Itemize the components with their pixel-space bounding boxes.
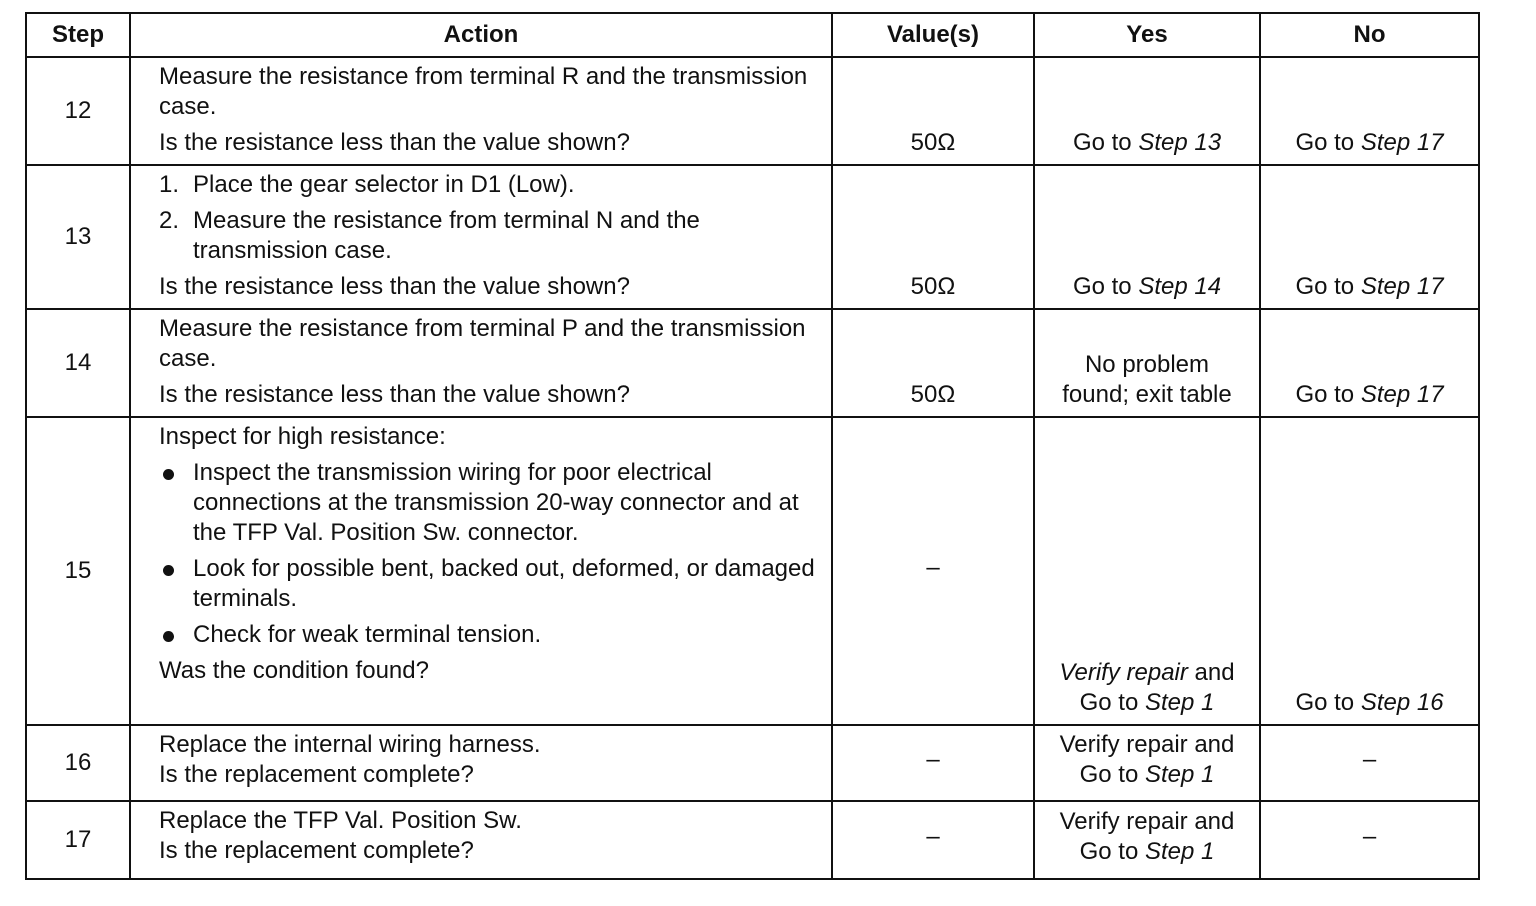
action-question: Is the resistance less than the value shown? <box>159 273 630 300</box>
action-cell <box>130 57 832 165</box>
action-cell <box>130 417 832 725</box>
step-number: 17 <box>26 801 130 879</box>
no-prefix: Go to <box>1295 129 1361 156</box>
bullet-item <box>159 458 821 548</box>
action-question: Is the resistance less than the value shown? <box>159 381 630 408</box>
yes-prefix: Go to <box>1072 273 1139 300</box>
table-row <box>26 309 1479 417</box>
header-values: Value(s) <box>832 13 1034 57</box>
header-step: Step <box>26 13 130 57</box>
action-text: Measure the resistance from terminal R and the transmission case. <box>159 63 808 120</box>
no-cell <box>1260 57 1479 165</box>
table-row <box>26 801 1479 879</box>
no-step-link: Step 16 <box>1360 689 1444 716</box>
item-marker: 2. <box>159 207 180 234</box>
yes-step-link: Step 1 <box>1144 761 1215 788</box>
action-text: Replace the internal wiring harness. <box>159 731 541 758</box>
yes-cell <box>1034 165 1260 309</box>
no-step-link: Step 17 <box>1360 129 1444 156</box>
header-yes: Yes <box>1034 13 1260 57</box>
item-text: Measure the resistance from terminal N and the transmission case. <box>193 207 700 264</box>
yes-prefix: Go to <box>1072 129 1139 156</box>
bullet-item <box>159 554 821 614</box>
bullet-icon <box>163 631 174 642</box>
value-cell: 50Ω <box>832 57 1034 165</box>
action-question: Was the condition found? <box>159 657 429 684</box>
yes-and: and <box>1187 659 1235 686</box>
bullet-text: Look for possible bent, backed out, deformed, or damaged terminals. <box>193 555 815 612</box>
step-number: 16 <box>26 725 130 801</box>
yes-step-link: Step 14 <box>1138 273 1222 300</box>
yes-verify: Verify repair and <box>1059 731 1235 758</box>
header-row <box>26 13 1479 57</box>
bullet-text: Inspect the transmission wiring for poor electrical connections at the transmission 20-way connector and at the TFP Val. Position Sw. connector. <box>193 459 799 546</box>
yes-cell <box>1034 57 1260 165</box>
yes-prefix: Go to <box>1079 838 1145 865</box>
action-cell <box>130 725 832 801</box>
table-row <box>26 165 1479 309</box>
value-cell: – <box>832 801 1034 879</box>
yes-step-link: Step 13 <box>1138 129 1222 156</box>
value-cell: – <box>832 725 1034 801</box>
yes-prefix: Go to <box>1079 689 1145 716</box>
yes-prefix: Go to <box>1079 761 1145 788</box>
action-text: Replace the TFP Val. Position Sw. <box>159 807 522 834</box>
no-cell <box>1260 309 1479 417</box>
yes-verify: Verify repair <box>1059 659 1188 686</box>
yes-cell <box>1034 801 1260 879</box>
numbered-item <box>159 170 821 200</box>
value-cell: – <box>832 417 1034 725</box>
header-no: No <box>1260 13 1479 57</box>
action-cell <box>130 165 832 309</box>
bullet-item <box>159 620 821 650</box>
yes-cell <box>1034 725 1260 801</box>
bullet-text: Check for weak terminal tension. <box>193 621 542 648</box>
no-step-link: Step 17 <box>1360 273 1444 300</box>
step-number: 13 <box>26 165 130 309</box>
yes-cell: No problem found; exit table <box>1034 309 1260 417</box>
yes-verify: Verify repair and <box>1059 808 1235 835</box>
value-cell: 50Ω <box>832 309 1034 417</box>
no-prefix: Go to <box>1295 273 1361 300</box>
action-question: Is the replacement complete? <box>159 761 474 788</box>
no-prefix: Go to <box>1295 381 1361 408</box>
bullet-icon <box>163 565 174 576</box>
yes-step-link: Step 1 <box>1144 689 1215 716</box>
bullet-icon <box>163 469 174 480</box>
diagnostic-table <box>25 12 1480 880</box>
no-cell <box>1260 165 1479 309</box>
action-question: Is the resistance less than the value shown? <box>159 129 630 156</box>
numbered-item <box>159 206 821 266</box>
value-cell: 50Ω <box>832 165 1034 309</box>
action-cell <box>130 309 832 417</box>
no-cell: – <box>1260 801 1479 879</box>
action-intro: Inspect for high resistance: <box>159 423 446 450</box>
action-cell <box>130 801 832 879</box>
no-step-link: Step 17 <box>1360 381 1444 408</box>
item-text: Place the gear selector in D1 (Low). <box>193 171 575 198</box>
no-cell <box>1260 417 1479 725</box>
step-number: 14 <box>26 309 130 417</box>
yes-cell <box>1034 417 1260 725</box>
step-number: 12 <box>26 57 130 165</box>
table-row <box>26 57 1479 165</box>
item-marker: 1. <box>159 171 180 198</box>
header-action: Action <box>130 13 832 57</box>
step-number: 15 <box>26 417 130 725</box>
no-cell: – <box>1260 725 1479 801</box>
action-question: Is the replacement complete? <box>159 837 474 864</box>
action-text: Measure the resistance from terminal P and the transmission case. <box>159 315 806 372</box>
table-row <box>26 725 1479 801</box>
no-prefix: Go to <box>1295 689 1361 716</box>
table-row <box>26 417 1479 725</box>
yes-step-link: Step 1 <box>1144 838 1215 865</box>
